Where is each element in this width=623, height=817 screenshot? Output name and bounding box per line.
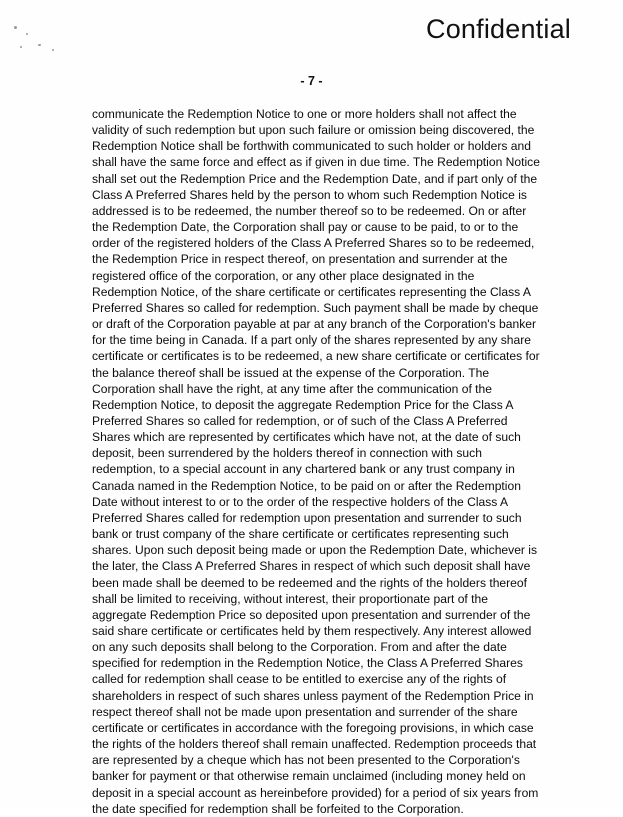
speck xyxy=(14,26,17,29)
body-paragraph: communicate the Redemption Notice to one or more holders shall not affect the validity of such redemption but upon such failure or omission being discovered, the Redemption Notice shall be forthwith communicated to such holder or holders and shall have the same force and effect as if given in due time. The Redemption Notice shall set out the Redemption Price and the Redemption Date, and if part only of the Class A Preferred Shares held by the person to whom such Redemption Notice is addressed is to be redeemed, the number thereof so to be redeemed. On or after the Redemption Date, the Corporation shall pay or cause to be paid, to or to the order of the registered holders of the Class A Preferred Shares so to be redeemed, the Redemption Price in respect thereof, on presentation and surrender at the registered office of the corporation, or any other place designated in the Redemption Notice, of the share certificate or certificates representing the Class A Preferred Shares so called for redemption. Such payment shall be made by cheque or draft of the Corporation payable at par at any branch of the Corporation's banker for the time being in Canada. If a part only of the shares represented by any share certificate or certificates is to be redeemed, a new share certificate or certificates for the balance thereof shall be issued at the expense of the Corporation. The Corporation shall have the right, at any time after the communication of the Redemption Notice, to deposit the aggregate Redemption Price for the Class A Preferred Shares so called for redemption, or of such of the Class A Preferred Shares which are represented by certificates which have not, at the date of such deposit, been surrendered by the holders thereof in connection with such redemption, to a special account in any chartered bank or any trust company in Canada named in the Redemption Notice, to be paid on or after the Redemption Date without interest to or to the order of the respective holders of the Class A Preferred Shares called for redemption upon presentation and surrender to such bank or trust company of the share certificate or certificates representing such shares. Upon such deposit being made or upon the Redemption Date, whichever is the later, the Class A Preferred Shares in respect of which such deposit shall have been made shall be deemed to be redeemed and the rights of the holders thereof shall be limited to receiving, without interest, their proportionate part of the aggregate Redemption Price so deposited upon presentation and surrender of the said share certificate or certificates held by them respectively. Any interest allowed on any such deposits shall belong to the Corporation. From and after the date specified for redemption in the Redemption Notice, the Class A Preferred Shares called for redemption shall cease to be entitled to exercise any of the rights of shareholders in respect of such shares unless payment of the Redemption Price in respect thereof shall not be made upon presentation and surrender of the share certificate or certificates in accordance with the foregoing provisions, in which case the rights of the holders thereof shall remain unaffected. Redemption proceeds that are represented by a cheque which has not been presented to the Corporation's banker for payment or that otherwise remain unclaimed (including money held on deposit in a special account as hereinbefore provided) for a period of six years from the date specified for redemption shall be forfeited to the Corporation. xyxy=(92,107,540,816)
speck xyxy=(20,46,22,48)
speck xyxy=(26,33,28,35)
document-body xyxy=(92,106,542,817)
scan-artifact-specks xyxy=(0,0,80,70)
speck xyxy=(38,44,41,46)
confidential-header: Confidential xyxy=(426,14,571,44)
speck xyxy=(52,49,54,51)
page-number: - 7 - xyxy=(300,74,323,88)
